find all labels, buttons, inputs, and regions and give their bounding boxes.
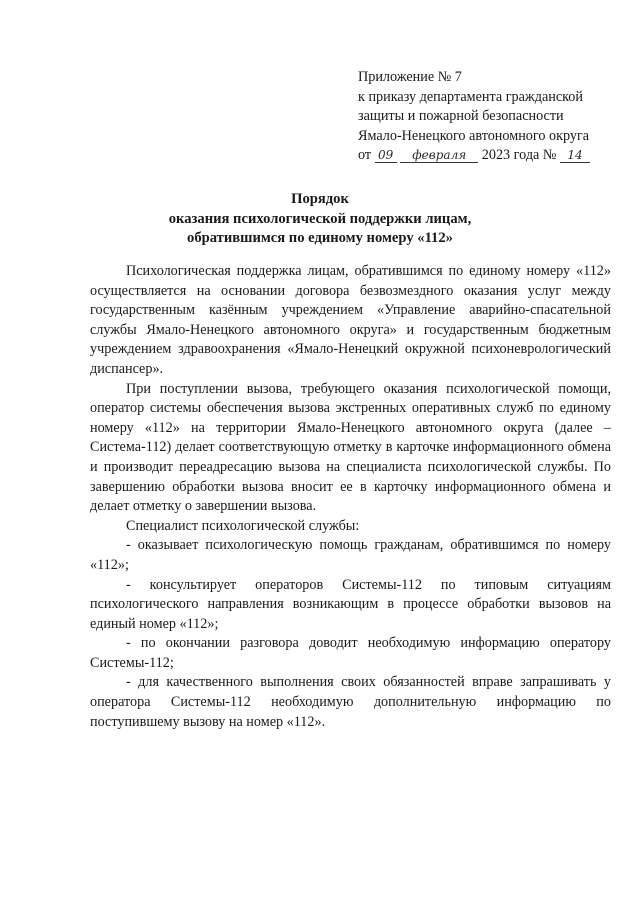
handwritten-order-number: 14 bbox=[560, 149, 590, 163]
appendix-header bbox=[358, 68, 608, 166]
date-year: 2023 года № bbox=[481, 147, 557, 164]
handwritten-month: февраля bbox=[400, 149, 478, 163]
list-item-request: - для качественного выполнения своих обязанностей вправе запрашивать у оператора Системы-112 необходимую дополнительную информацию по поступившему вызову на номер «112». bbox=[90, 674, 611, 730]
department-name: защиты и пожарной безопасности bbox=[358, 108, 564, 125]
document-body bbox=[90, 262, 611, 732]
list-item-inform: - по окончании разговора доводит необходимую информацию оператору Системы-112; bbox=[90, 635, 611, 671]
title-line-3: обратившимся по единому номеру «112» bbox=[187, 230, 453, 247]
paragraph-specialist-intro: Специалист психологической службы: bbox=[126, 517, 360, 534]
title-line-1: Порядок bbox=[291, 191, 349, 207]
appendix-number: Приложение № 7 bbox=[358, 69, 462, 85]
region-name: Ямало-Ненецкого автономного округа bbox=[358, 127, 590, 144]
paragraph-basis: Психологическая поддержка лицам, обратившимся по единому номеру «112» осуществляется на основании договора безвозмездного оказания услуг между государственным казённым учреждением «Управление аварийно-спасательной службы Ямало-Ненецкого автономного округа» и государственным бюджетным учреждением здравоохранения «Ямало-Ненецкий окружной психоневрологический диспансер». bbox=[90, 263, 611, 377]
handwritten-day: 09 bbox=[375, 149, 397, 163]
paragraph-procedure: При поступлении вызова, требующего оказания психологической помощи, оператор системы обеспечения вызова экстренных оперативных служб по единому номеру «112» на территории Ямало-Ненецкого автономного округа (далее – Система-112) делает соответствующую отметку в карточке информационного обмена и производит переадресацию вызова на специалиста психологической службы. По завершению обработки вызова вносит ее в карточку информационного обмена и делает отметку о завершении вызова. bbox=[90, 380, 611, 515]
order-date-line bbox=[358, 146, 608, 166]
title-line-2: оказания психологической поддержки лицам, bbox=[168, 210, 472, 227]
date-prefix: от bbox=[358, 147, 372, 164]
order-reference: к приказу департамента гражданской bbox=[358, 88, 583, 105]
list-item-consult: - консультирует операторов Системы-112 по типовым ситуациям психологического направления возникающим в процессе обработки вызовов на единый номер «112»; bbox=[90, 576, 611, 632]
list-item-help: - оказывает психологическую помощь гражданам, обратившимся по номеру «112»; bbox=[90, 537, 611, 573]
document-title bbox=[90, 190, 550, 249]
